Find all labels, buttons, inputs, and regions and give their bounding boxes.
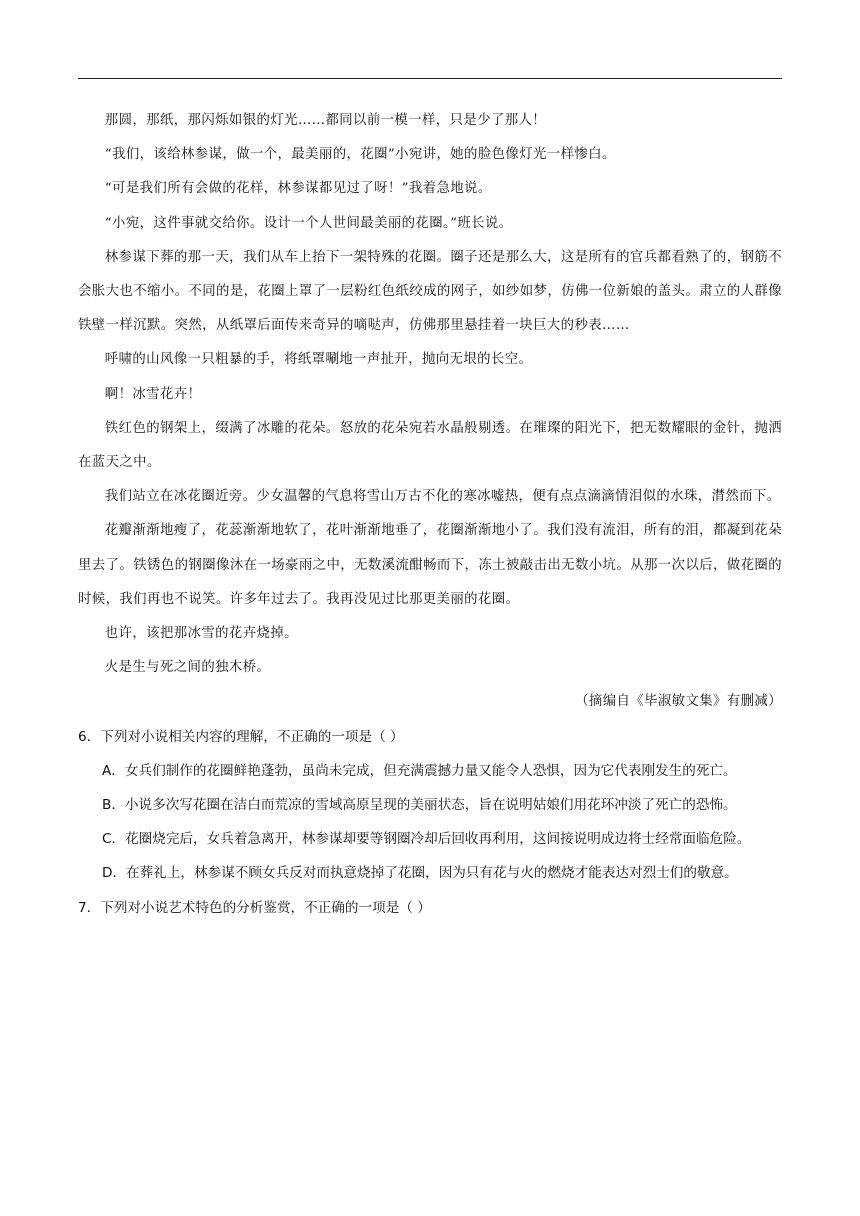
header-rule — [78, 78, 782, 79]
question-6-option-c: C．花圈烧完后，女兵着急离开，林参谋却要等钢圈冷却后回收再利用，这间接说明成边将士经常面临危险。 — [102, 831, 751, 848]
story-paragraph: 我们站立在冰花圈近旁。少女温馨的气息将雪山万古不化的寒冰嘘热，便有点点滴滴情泪似的水珠，潸然而下。 — [104, 489, 781, 505]
questions — [78, 720, 782, 925]
question-6-option-a: A．女兵们制作的花圈鲜艳蓬勃，虽尚未完成，但充满震撼力量又能令人恐惧，因为它代表刚发生的死亡。 — [102, 762, 737, 779]
story-paragraph: 那圆，那纸，那闪烁如银的灯光……都同以前一模一样，只是少了那人！ — [104, 113, 547, 128]
story-paragraph: 火是生与死之间的独木桥。 — [104, 660, 271, 676]
story-text — [78, 104, 782, 720]
page-content — [78, 104, 782, 925]
story-paragraph: 铁红色的钢架上，缀满了冰雕的花朵。怒放的花朵宛若水晶般剔透。在璀璨的阳光下，把无数耀眼的金针，抛洒在蓝天之中。 — [78, 420, 782, 471]
story-paragraph: “我们，该给林参谋，做一个，最美丽的，花圈”小宛讲，她的脸色像灯光一样惨白。 — [104, 147, 616, 163]
story-paragraph: “可是我们所有会做的花样，林参谋都见过了呀！”我着急地说。 — [104, 181, 492, 197]
story-paragraph: 呼啸的山风像一只粗暴的手，将纸罩唰地一声扯开，抛向无垠的长空。 — [104, 352, 533, 368]
story-paragraph: 花瓣渐渐地瘦了，花蕊渐渐地软了，花叶渐渐地垂了，花圈渐渐地小了。我们没有流泪，所有的泪，都凝到花朵里去了。铁锈色的钢圈像沐在一场豪雨之中，无数溪流酣畅而下，冻土被敲击出无数小坑。从那一次以后，做花圈的时候，我们再也不说笑。许多年过去了。我再没见过比那更美丽的花圈。 — [78, 523, 782, 607]
source-citation: （摘编自《毕淑敏文集》有删减） — [575, 694, 782, 710]
question-6-stem: 6．下列对小说相关内容的理解，不正确的一项是（ ） — [78, 728, 404, 745]
question-7-stem: 7．下列对小说艺术特色的分析鉴赏，不正确的一项是（ ） — [78, 899, 431, 916]
story-paragraph: “小宛，这件事就交给你。设计一个人世间最美丽的花圈。”班长说。 — [104, 215, 513, 231]
story-paragraph: 也许，该把那冰雪的花卉烧掉。 — [104, 626, 298, 642]
story-paragraph: 啊！冰雪花卉！ — [104, 386, 202, 402]
story-paragraph: 林参谋下葬的那一天，我们从车上抬下一架特殊的花圈。圈子还是那么大，这是所有的官兵都看熟了的，钢筋不会胀大也不缩小。不同的是，花圈上罩了一层粉红色纸绞成的网子，如纱如梦，仿佛一位新娘的盖头。肃立的人群像铁壁一样沉默。突然，从纸罩后面传来奇异的嘀哒声，仿佛那里悬挂着一块巨大的秒表…… — [78, 249, 782, 334]
question-6-option-b: B．小说多次写花圈在洁白而荒凉的雪域高原呈现的美丽状态，旨在说明姑娘们用花环冲淡了死亡的恐怖。 — [102, 797, 737, 814]
question-6-option-d: D．在葬礼上，林参谋不顾女兵反对而执意烧掉了花圈，因为只有花与火的燃烧才能表达对烈士们的敬意。 — [102, 865, 738, 882]
